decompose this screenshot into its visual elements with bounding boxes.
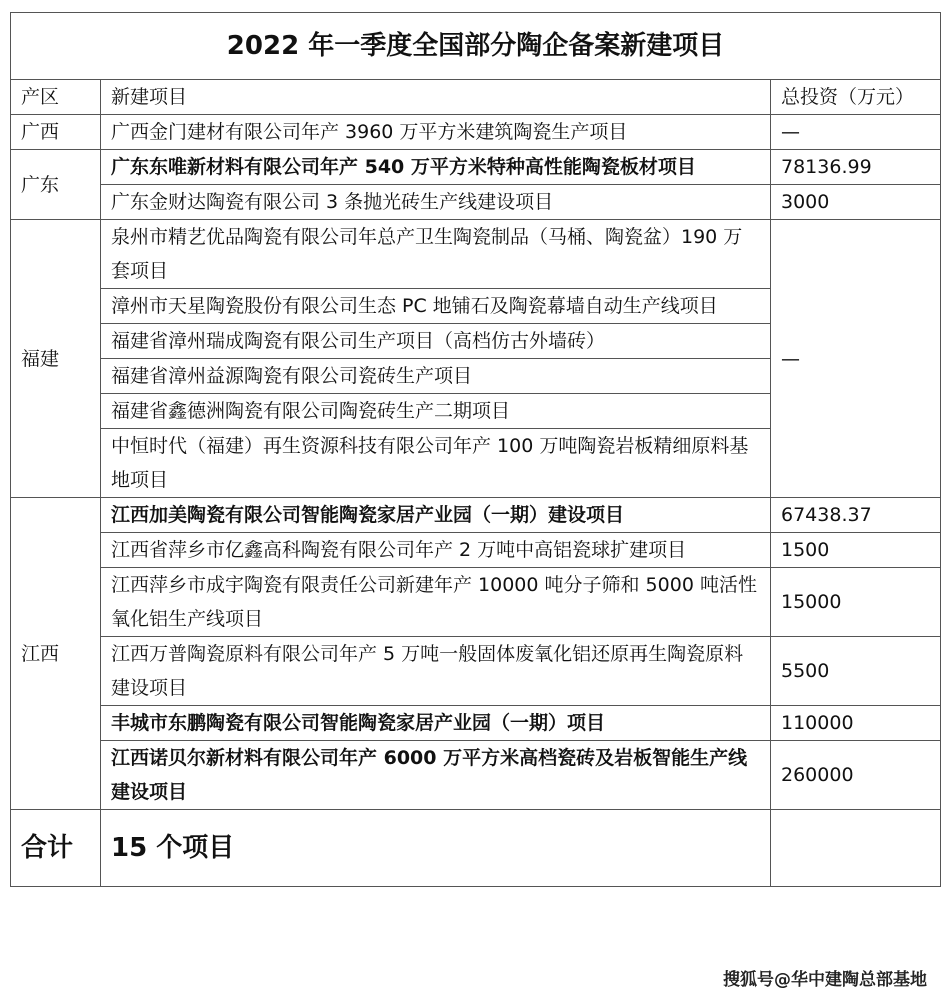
region-cell: 广东 [11, 150, 101, 220]
region-cell: 江西 [11, 498, 101, 810]
investment-cell: — [771, 115, 941, 150]
project-cell: 广东金财达陶瓷有限公司 3 条抛光砖生产线建设项目 [101, 185, 771, 220]
table-title: 2022 年一季度全国部分陶企备案新建项目 [11, 13, 941, 80]
investment-cell: 5500 [771, 637, 941, 706]
header-region: 产区 [11, 80, 101, 115]
project-cell: 福建省漳州瑞成陶瓷有限公司生产项目（高档仿古外墙砖） [101, 324, 771, 359]
project-cell: 漳州市天星陶瓷股份有限公司生态 PC 地铺石及陶瓷幕墙自动生产线项目 [101, 289, 771, 324]
investment-cell: 1500 [771, 533, 941, 568]
project-cell: 广东东唯新材料有限公司年产 540 万平方米特种高性能陶瓷板材项目 [101, 150, 771, 185]
project-cell: 江西诺贝尔新材料有限公司年产 6000 万平方米高档瓷砖及岩板智能生产线建设项目 [101, 741, 771, 810]
investment-cell: 260000 [771, 741, 941, 810]
project-cell: 福建省鑫德洲陶瓷有限公司陶瓷砖生产二期项目 [101, 394, 771, 429]
header-row [11, 80, 941, 115]
table-row [11, 741, 941, 810]
watermark: 搜狐号@华中建陶总部基地 [723, 970, 927, 990]
table-row [11, 706, 941, 741]
total-investment-cell [771, 810, 941, 887]
investment-cell: — [771, 220, 941, 498]
project-cell: 江西万普陶瓷原料有限公司年产 5 万吨一般固体废氧化铝还原再生陶瓷原料建设项目 [101, 637, 771, 706]
header-investment: 总投资（万元） [771, 80, 941, 115]
project-cell: 泉州市精艺优品陶瓷有限公司年总产卫生陶瓷制品（马桶、陶瓷盆）190 万套项目 [101, 220, 771, 289]
table-row [11, 150, 941, 185]
project-cell: 广西金门建材有限公司年产 3960 万平方米建筑陶瓷生产项目 [101, 115, 771, 150]
table-row [11, 220, 941, 289]
total-row [11, 810, 941, 887]
total-value: 15 个项目 [101, 810, 771, 887]
table-row [11, 637, 941, 706]
project-cell: 丰城市东鹏陶瓷有限公司智能陶瓷家居产业园（一期）项目 [101, 706, 771, 741]
project-cell: 江西省萍乡市亿鑫高科陶瓷有限公司年产 2 万吨中高铝瓷球扩建项目 [101, 533, 771, 568]
investment-cell: 78136.99 [771, 150, 941, 185]
investment-cell: 67438.37 [771, 498, 941, 533]
project-cell: 江西萍乡市成宇陶瓷有限责任公司新建年产 10000 吨分子筛和 5000 吨活性氧化铝生产线项目 [101, 568, 771, 637]
investment-cell: 3000 [771, 185, 941, 220]
project-cell: 江西加美陶瓷有限公司智能陶瓷家居产业园（一期）建设项目 [101, 498, 771, 533]
region-cell: 广西 [11, 115, 101, 150]
table-row [11, 115, 941, 150]
header-project: 新建项目 [101, 80, 771, 115]
projects-table [10, 12, 941, 887]
investment-cell: 15000 [771, 568, 941, 637]
total-label: 合计 [11, 810, 101, 887]
table-row [11, 498, 941, 533]
project-cell: 中恒时代（福建）再生资源科技有限公司年产 100 万吨陶瓷岩板精细原料基地项目 [101, 429, 771, 498]
table-row [11, 568, 941, 637]
investment-cell: 110000 [771, 706, 941, 741]
table-row [11, 533, 941, 568]
region-cell: 福建 [11, 220, 101, 498]
table-row [11, 185, 941, 220]
project-cell: 福建省漳州益源陶瓷有限公司瓷砖生产项目 [101, 359, 771, 394]
